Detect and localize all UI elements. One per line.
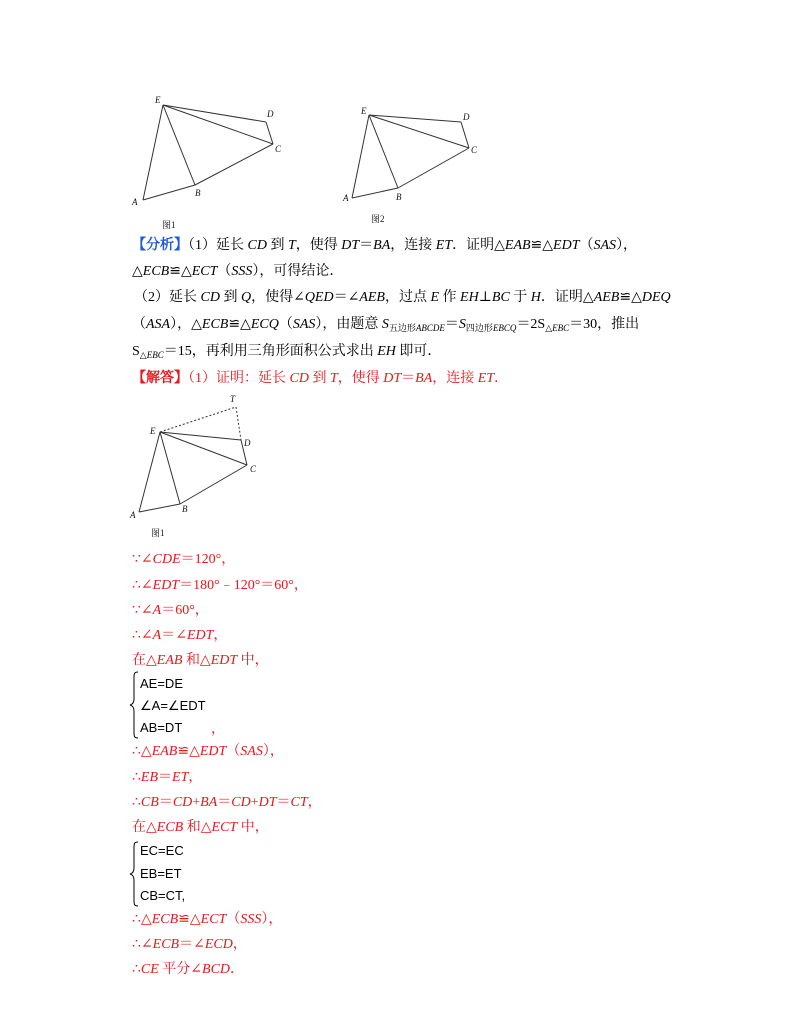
text-run: △ — [132, 264, 143, 279]
system-2-row-3: CB=CT, — [140, 888, 186, 903]
solution-step-8 — [132, 793, 322, 813]
text-run: ）， — [261, 912, 283, 927]
text-run: 作 — [439, 290, 461, 305]
segment-dc — [461, 122, 469, 148]
math-var: EB — [140, 770, 159, 785]
text-run: ∴∠ — [132, 578, 153, 593]
figure-1 — [125, 90, 295, 235]
point-label-d: D — [463, 112, 470, 122]
math-var: BA — [200, 795, 218, 810]
point-label-t: T — [230, 394, 236, 404]
figure-caption: 图2 — [371, 214, 385, 224]
segment-eb — [163, 105, 195, 185]
text-run: ⊥ — [478, 290, 492, 305]
text-run: ，使得 — [295, 238, 342, 253]
text-run: ），可得结论． — [252, 264, 344, 279]
math-var: ASA — [146, 317, 171, 332]
point-label-a: A — [343, 193, 349, 203]
point-label-b: B — [195, 188, 201, 198]
text-run: ＝∠ — [333, 290, 360, 305]
math-var: EH — [460, 290, 479, 305]
math-var: CD — [231, 795, 251, 810]
math-var: DEQ — [641, 290, 671, 305]
math-var: CE — [140, 962, 159, 977]
point-label-a: A — [130, 510, 136, 520]
math-var: ECB — [156, 820, 184, 835]
text-run: （ — [278, 317, 293, 332]
text-run: 中， — [237, 820, 269, 835]
text-run: ＝ — [444, 317, 459, 332]
solution-step-3 — [132, 601, 209, 621]
math-var: SAS — [240, 744, 263, 759]
text-run: ， — [232, 937, 247, 952]
text-run: 和△ — [182, 653, 211, 668]
system-1-row-1: AE=DE — [140, 676, 183, 691]
math-var: A — [152, 628, 162, 643]
math-var: EH — [377, 344, 396, 359]
math-var: EDT — [199, 744, 227, 759]
math-var: CD — [200, 290, 220, 305]
solution-tag: 【解答】 — [132, 371, 188, 386]
math-var: ET — [435, 238, 453, 253]
analysis-line-1 — [132, 236, 637, 256]
system-1-row-2: ∠A=∠EDT — [140, 698, 206, 713]
math-var: AEB — [359, 290, 385, 305]
math-var: EAB — [156, 653, 183, 668]
math-var: ECT — [191, 264, 218, 279]
point-label-d: D — [267, 109, 274, 119]
math-var: BCD — [202, 962, 231, 977]
math-var: BC — [491, 290, 510, 305]
text-run: ∴ — [132, 770, 141, 785]
subscript-var: EBC — [552, 323, 570, 333]
text-run: ≌△ — [619, 290, 642, 305]
text-run: + — [192, 795, 201, 810]
solution-step-12 — [132, 960, 244, 980]
math-var: QED — [304, 290, 334, 305]
solution-line-1 — [132, 369, 508, 389]
math-var: SSS — [240, 912, 262, 927]
text-run: ≌△ — [177, 744, 200, 759]
text-run: ），由题意 — [315, 317, 382, 332]
text-run: ＝30，推出 — [569, 317, 640, 332]
text-run: ∴∠ — [132, 628, 153, 643]
text-run: 和△ — [183, 820, 212, 835]
math-var: EAB — [151, 744, 178, 759]
text-run: ， — [213, 628, 228, 643]
math-var: A — [152, 603, 162, 618]
segment-ea — [139, 432, 160, 512]
math-var: CD — [289, 371, 309, 386]
text-run: （ — [132, 317, 146, 332]
math-var: S — [381, 317, 389, 332]
analysis-line-2 — [132, 262, 343, 282]
math-var: E — [430, 290, 440, 305]
text-run: 到 — [219, 290, 241, 305]
text-run: ＝180°﹣120°＝60°， — [179, 578, 308, 593]
text-run: ，连接 — [432, 371, 478, 386]
point-label-b: B — [396, 192, 402, 202]
segment-ea — [143, 105, 163, 200]
subscript: △ — [545, 323, 553, 333]
point-label-e: E — [361, 106, 367, 116]
text-run: ）， — [616, 238, 638, 253]
math-var: ECT — [200, 912, 227, 927]
math-var: DT — [383, 371, 402, 386]
math-var: SAS — [593, 238, 617, 253]
text-run: （1）延长 — [188, 238, 248, 253]
text-run: ≌△ — [169, 264, 192, 279]
figure-3 — [120, 390, 270, 545]
point-label-c: C — [471, 145, 478, 155]
segment-ba — [352, 188, 398, 198]
text-run: ，连接 — [390, 238, 436, 253]
text-run: ＝∠ — [179, 937, 205, 952]
segment-ec — [369, 115, 469, 148]
math-var: CB — [140, 795, 159, 810]
text-run: 平分∠ — [158, 962, 203, 977]
figure-caption: 图1 — [151, 528, 165, 538]
math-var: AEB — [593, 290, 620, 305]
brace-icon — [129, 841, 139, 907]
point-label-c: C — [250, 464, 257, 474]
segment-ba — [139, 504, 180, 512]
math-var: Q — [240, 290, 252, 305]
text-run: ∴△ — [132, 744, 152, 759]
text-run: ≌△ — [530, 238, 554, 253]
text-run: （ — [226, 744, 241, 759]
math-var: CD — [172, 795, 193, 810]
point-label-b: B — [182, 504, 188, 514]
text-run: ＝60°， — [161, 603, 209, 618]
text-run: ＝ — [401, 371, 416, 386]
math-var: ECB — [152, 937, 180, 952]
math-var: DT — [341, 238, 360, 253]
math-var: ET — [172, 770, 189, 785]
segment-ea — [352, 115, 369, 198]
text-run: 于 — [509, 290, 531, 305]
system-2-row-1: EC=EC — [140, 843, 184, 858]
math-var: EDT — [210, 653, 238, 668]
text-run: （2）延长 — [134, 290, 201, 305]
text-run: 即可． — [395, 344, 442, 359]
text-run: ∴△ — [132, 912, 152, 927]
brace-icon — [129, 671, 139, 739]
solution-step-2 — [132, 576, 308, 596]
segment-dc — [266, 122, 273, 144]
text-run: ∵∠ — [132, 603, 153, 618]
analysis-line-3 — [134, 288, 671, 308]
text-run: ），△ — [170, 317, 202, 332]
subscript: 五边形 — [388, 323, 416, 333]
math-var: SAS — [292, 317, 316, 332]
text-run: ＝ — [359, 238, 374, 253]
text-run: ， — [188, 770, 203, 785]
segment-td-dashed — [236, 407, 241, 440]
subscript-var: EBC — [146, 350, 164, 360]
segment-ec — [163, 105, 273, 144]
math-var: H — [530, 290, 541, 305]
math-var: BA — [373, 238, 391, 253]
text-run: 在△ — [132, 653, 157, 668]
solution-step-7 — [132, 768, 202, 788]
text-run: ，使得 — [337, 371, 384, 386]
text-run: ＝ — [217, 795, 232, 810]
text-run: ≌△ — [178, 912, 201, 927]
math-var: CD — [247, 238, 267, 253]
solution-step-5 — [132, 651, 269, 671]
text-run: ，使得∠ — [251, 290, 305, 305]
point-label-a: A — [132, 197, 138, 207]
text-run: （ — [579, 238, 594, 253]
text-run: ∴∠ — [132, 937, 153, 952]
segment-cb — [180, 465, 247, 504]
math-var: EDT — [186, 628, 214, 643]
segment-cb — [398, 148, 469, 188]
math-var: CDE — [152, 552, 181, 567]
text-run: ∴ — [132, 962, 141, 977]
figure-2 — [335, 100, 485, 230]
segment-eb — [160, 432, 180, 504]
subscript-var: EBCQ — [492, 323, 517, 333]
text-run: ＝120°， — [180, 552, 236, 567]
analysis-tag: 【分析】 — [132, 238, 188, 253]
segment-ba — [143, 185, 195, 200]
subscript: △ — [139, 350, 147, 360]
subscript: 四边形 — [465, 323, 493, 333]
text-run: ∴ — [132, 795, 141, 810]
text-run: （ — [217, 264, 232, 279]
text-run: 在△ — [132, 820, 157, 835]
math-var: T — [329, 371, 338, 386]
text-run: 到 — [266, 238, 288, 253]
text-run: ≌△ — [228, 317, 251, 332]
solution-step-4 — [132, 626, 227, 646]
math-var: S — [458, 317, 466, 332]
math-var: ECB — [201, 317, 229, 332]
point-label-c: C — [275, 144, 282, 154]
text-run: S — [132, 344, 140, 359]
text-run: 中， — [237, 653, 269, 668]
text-run: ． — [494, 371, 509, 386]
text-run: （ — [226, 912, 241, 927]
math-var: CT — [290, 795, 308, 810]
point-label-d: D — [244, 438, 251, 448]
system-1-row-3: AB=DT — [140, 720, 183, 735]
text-run: ＝15，再利用三角形面积公式求出 — [163, 344, 378, 359]
math-var: EDT — [553, 238, 580, 253]
text-run: + — [250, 795, 259, 810]
text-run: ）， — [262, 744, 284, 759]
text-run: ＝∠ — [161, 628, 187, 643]
math-var: ECD — [204, 937, 233, 952]
math-var: ET — [477, 371, 495, 386]
solution-step-1 — [132, 550, 235, 570]
math-var: DT — [258, 795, 277, 810]
math-var: ECQ — [250, 317, 279, 332]
system-2-row-2: EB=ET — [140, 866, 182, 881]
text-run: ＝2S — [516, 317, 546, 332]
text-run: ＝ — [276, 795, 291, 810]
subscript-var: ABCDE — [415, 323, 445, 333]
segment-ed — [163, 105, 266, 122]
text-run: ＝ — [158, 795, 173, 810]
text-run: ．证明△ — [540, 290, 594, 305]
analysis-line-5 — [132, 342, 441, 362]
segment-ed — [369, 115, 461, 122]
text-run: 到 — [308, 371, 330, 386]
analysis-line-4 — [132, 315, 639, 335]
solution-step-6 — [132, 742, 284, 762]
figure-caption: 图1 — [162, 220, 176, 230]
point-label-e: E — [150, 426, 156, 436]
text-run: ＝ — [158, 770, 173, 785]
text-run: ． — [230, 962, 245, 977]
solution-step-10 — [132, 910, 282, 930]
text-run: ， — [307, 795, 322, 810]
system-1-tail: ， — [211, 722, 225, 737]
solution-step-11 — [132, 935, 247, 955]
math-var: EAB — [504, 238, 531, 253]
solution-step-9 — [132, 818, 269, 838]
text-run: ．证明△ — [452, 238, 505, 253]
point-label-e: E — [155, 95, 161, 105]
math-var: T — [287, 238, 296, 253]
text-run: ，过点 — [384, 290, 431, 305]
math-var: EDT — [152, 578, 180, 593]
segment-ec — [160, 432, 247, 465]
math-var: ECT — [211, 820, 238, 835]
math-var: BA — [415, 371, 433, 386]
math-var: SSS — [231, 264, 253, 279]
segment-ed — [160, 432, 241, 440]
segment-eb — [369, 115, 398, 188]
text-run: （1）证明：延长 — [188, 371, 290, 386]
math-var: ECB — [142, 264, 170, 279]
math-var: ECB — [151, 912, 179, 927]
segment-cb — [195, 144, 273, 185]
text-run: ∵∠ — [132, 552, 153, 567]
segment-et-dashed — [160, 407, 236, 432]
